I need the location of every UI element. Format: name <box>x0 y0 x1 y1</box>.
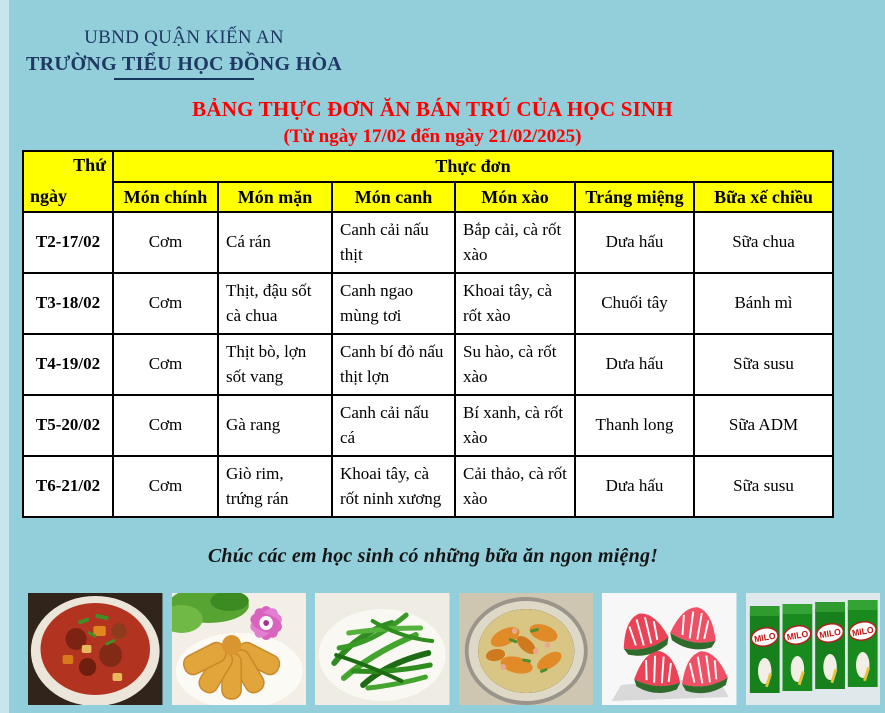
corner-label-thu: Thứ <box>73 155 106 175</box>
table-row <box>23 334 833 395</box>
menu-table-header <box>23 151 833 212</box>
date-range: (Từ ngày 17/02 đến ngày 21/02/2025) <box>283 126 582 147</box>
menu-cell: Cơm <box>113 273 218 334</box>
watermelon-icon <box>602 593 737 705</box>
school-underline <box>114 78 254 80</box>
menu-group-header: Thực đơn <box>113 151 833 182</box>
menu-cell: Bánh mì <box>694 273 833 334</box>
col-header-mon-chinh: Món chính <box>113 182 218 212</box>
food-photo-strip <box>28 593 880 705</box>
menu-cell: Dưa hấu <box>575 334 694 395</box>
menu-cell: Canh bí đỏ nấu thịt lợn <box>332 334 455 395</box>
watermelon-image <box>602 593 737 705</box>
wish-message: Chúc các em học sinh có những bữa ăn ngon miệng! <box>207 545 659 567</box>
menu-cell: Thịt bò, lợn sốt vang <box>218 334 332 395</box>
col-header-trang-mieng: Tráng miệng <box>575 182 694 212</box>
table-row <box>23 456 833 517</box>
col-header-bua-xe-chieu: Bữa xế chiều <box>694 182 833 212</box>
menu-cell: Cá rán <box>218 212 332 273</box>
pumpkin-soup-image <box>459 593 594 705</box>
menu-cell: Bí xanh, cà rốt xào <box>455 395 575 456</box>
menu-cell: Bắp cải, cà rốt xào <box>455 212 575 273</box>
school-name: TRƯỜNG TIỂU HỌC ĐỒNG HÒA <box>25 53 343 75</box>
menu-cell: Cơm <box>113 395 218 456</box>
day-cell: T6-21/02 <box>23 456 113 517</box>
greens-icon <box>315 593 450 705</box>
menu-cell: Cơm <box>113 456 218 517</box>
menu-cell: Su hào, cà rốt xào <box>455 334 575 395</box>
menu-cell: Thanh long <box>575 395 694 456</box>
menu-cell: Cải thảo, cà rốt xào <box>455 456 575 517</box>
milo-boxes-image <box>746 593 881 705</box>
table-row <box>23 212 833 273</box>
menu-cell: Canh cải nấu thịt <box>332 212 455 273</box>
fried-fish-image <box>172 593 307 705</box>
menu-cell: Khoai tây, cà rốt ninh xương <box>332 456 455 517</box>
col-header-mon-man: Món mặn <box>218 182 332 212</box>
menu-cell: Cơm <box>113 212 218 273</box>
stir-fried-greens-image <box>315 593 450 705</box>
menu-table <box>22 150 834 518</box>
menu-cell: Canh ngao mùng tơi <box>332 273 455 334</box>
letterhead <box>9 27 359 80</box>
milo-logo-text: MILO <box>785 628 809 643</box>
menu-cell: Sữa chua <box>694 212 833 273</box>
menu-cell: Gà rang <box>218 395 332 456</box>
milo-logo-text: MILO <box>850 624 874 639</box>
beef-stew-icon <box>28 593 163 705</box>
milo-boxes-icon <box>746 593 881 705</box>
menu-cell: Dưa hấu <box>575 456 694 517</box>
menu-cell: Canh cải nấu cá <box>332 395 455 456</box>
day-cell: T4-19/02 <box>23 334 113 395</box>
menu-cell: Dưa hấu <box>575 212 694 273</box>
table-row <box>23 395 833 456</box>
org-name: UBND QUẬN KIẾN AN <box>84 27 284 48</box>
col-header-mon-xao: Món xào <box>455 182 575 212</box>
day-cell: T3-18/02 <box>23 273 113 334</box>
day-cell: T2-17/02 <box>23 212 113 273</box>
menu-cell: Sữa susu <box>694 456 833 517</box>
page-title: BẢNG THỰC ĐƠN ĂN BÁN TRÚ CỦA HỌC SINH <box>192 97 673 121</box>
milo-logo-text: MILO <box>818 626 842 641</box>
corner-cell <box>23 151 113 212</box>
day-cell: T5-20/02 <box>23 395 113 456</box>
beef-stew-image <box>28 593 163 705</box>
menu-cell: Khoai tây, cà rốt xào <box>455 273 575 334</box>
corner-label-ngay: ngày <box>30 186 68 206</box>
menu-cell: Sữa susu <box>694 334 833 395</box>
menu-cell: Chuối tây <box>575 273 694 334</box>
table-row <box>23 273 833 334</box>
col-header-mon-canh: Món canh <box>332 182 455 212</box>
menu-cell: Thịt, đậu sốt cà chua <box>218 273 332 334</box>
menu-cell: Giò rim, trứng rán <box>218 456 332 517</box>
menu-cell: Sữa ADM <box>694 395 833 456</box>
menu-table-body <box>23 212 833 517</box>
menu-cell: Cơm <box>113 334 218 395</box>
milo-logo-text: MILO <box>752 630 776 645</box>
pumpkin-soup-icon <box>459 593 594 705</box>
fried-fish-icon <box>172 593 307 705</box>
